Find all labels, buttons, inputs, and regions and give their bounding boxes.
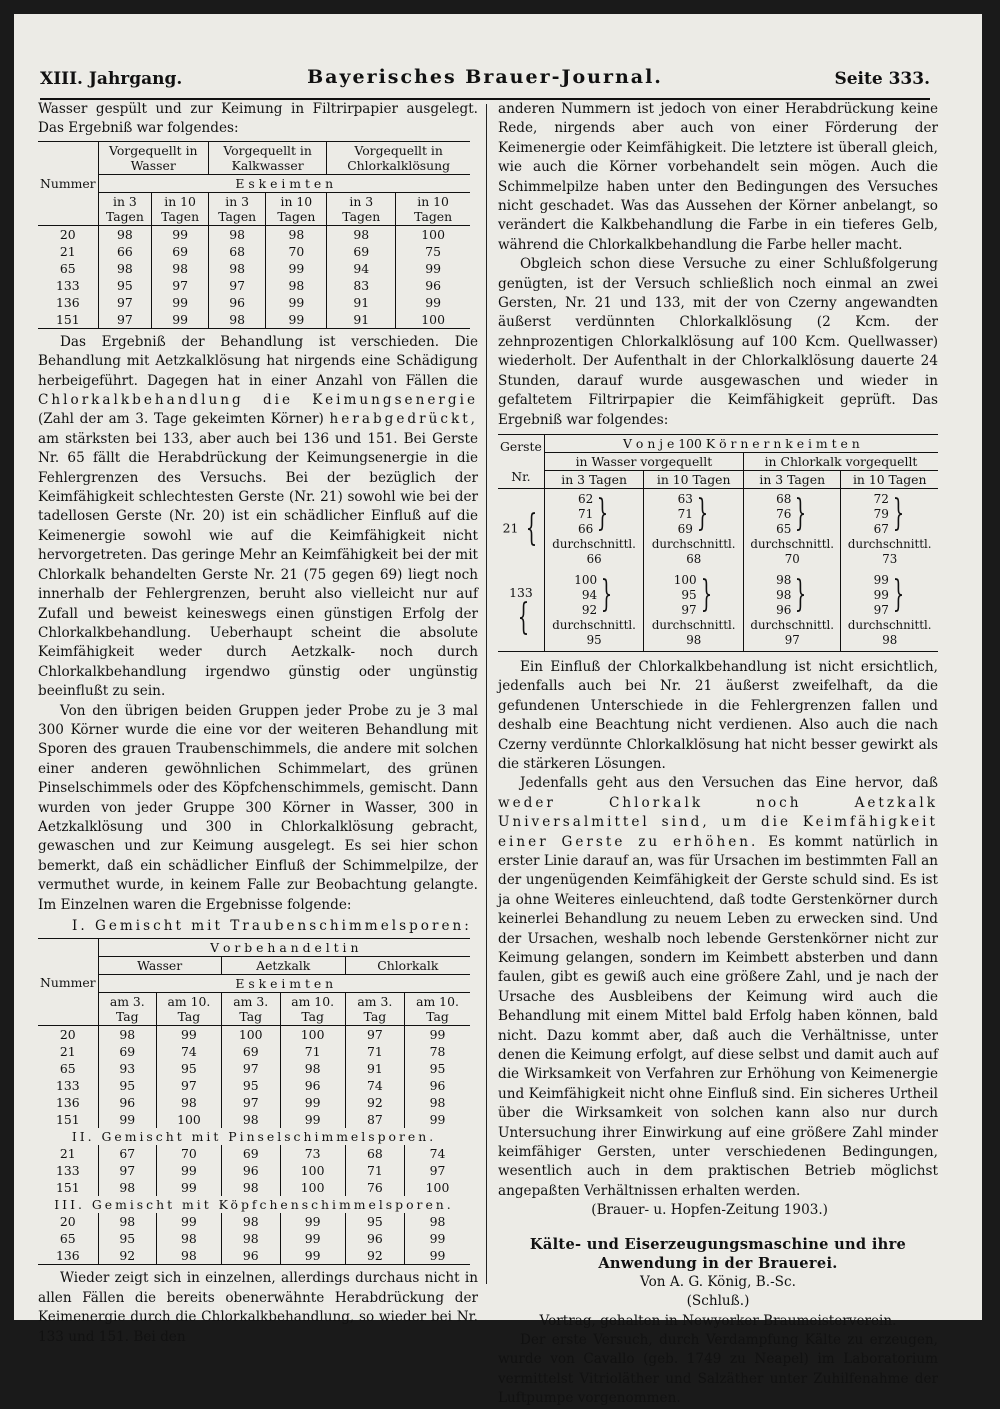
table-cell: 69 xyxy=(221,1043,280,1060)
average-label: durchschnittl. xyxy=(750,536,835,551)
row-number: 21 xyxy=(59,1044,76,1060)
section-heading: I. Gemischt mit Traubenschimmelsporen: xyxy=(72,918,472,934)
table-cell: 99 xyxy=(266,260,327,277)
table-cell: 99 xyxy=(266,311,327,329)
average-value: 68 xyxy=(686,551,702,566)
table-cell: 99 xyxy=(152,225,209,243)
table-cell: 91 xyxy=(345,1060,404,1077)
average-value: 97 xyxy=(784,632,800,647)
table-cell: 98 xyxy=(208,311,265,329)
table-cell: 70 xyxy=(156,1145,221,1162)
trial-value: 100 xyxy=(673,572,697,587)
average-block xyxy=(848,537,932,567)
column-divider xyxy=(486,104,487,1284)
table-cell: 68 xyxy=(345,1145,404,1162)
table-row xyxy=(38,1111,470,1128)
table2-body-2 xyxy=(38,1145,470,1196)
germination-table-1 xyxy=(38,141,470,329)
table-cell: 74 xyxy=(405,1145,471,1162)
average-value: 70 xyxy=(784,551,800,566)
table-cell: 99 xyxy=(156,1026,221,1044)
trial-value: 65 xyxy=(776,521,792,536)
table-row xyxy=(38,1145,470,1162)
table-cell: 98 xyxy=(405,1213,471,1230)
average-block xyxy=(552,618,636,648)
average-label: durchschnittl. xyxy=(552,536,636,551)
table-cell: 98 xyxy=(266,225,327,243)
vorbehandelt-header: V o r b e h a n d e l t i n xyxy=(98,939,470,957)
paragraph: Obgleich schon diese Versuche zu einer Schlußfolgerung genügten, ist der Versuch schließlich noch einmal an zwei Gersten, Nr. 21 und 133, mit der von Czerny angewandten äußerst verdünnten Chlorkalklösung (2 Kcm. der zehnprozentigen Chlorkalklösung auf 100 Kcm. Quellwasser) wiederholt. Der Aufenthalt in der Chlorkalklösung dauerte 24 Stunden, darauf wurde ausgewaschen und wieder in gefaltetem Filtrirpapier die Keimfähigkeit geprüft. Das Ergebniß war folgendes: xyxy=(498,256,938,428)
table-cell: 74 xyxy=(156,1043,221,1060)
table-row xyxy=(38,225,470,243)
row-number: 20 xyxy=(38,225,98,243)
journal-title: Bayerisches Brauer-Journal. xyxy=(307,66,663,88)
table-row xyxy=(38,1162,470,1179)
sub-header: in 10 Tagen xyxy=(644,470,744,488)
group-header: Vorgequellt in Chlorkalklösung xyxy=(327,141,470,174)
trial-value: 79 xyxy=(873,506,889,521)
table-cell xyxy=(644,570,744,652)
average-block xyxy=(750,618,834,648)
table-row xyxy=(38,1230,470,1247)
table-cell: 93 xyxy=(98,1060,156,1077)
table-cell: 71 xyxy=(280,1043,345,1060)
average-label: durchschnittl. xyxy=(651,617,736,632)
sub-header: in 3 Tagen xyxy=(544,470,644,488)
table-row xyxy=(498,570,938,652)
group-header: in Chlorkalk vorgequellt xyxy=(743,452,938,470)
brace-icon: } xyxy=(700,574,712,616)
table-cell: 95 xyxy=(405,1060,471,1077)
table-cell: 76 xyxy=(345,1179,404,1196)
table-cell: 98 xyxy=(280,1060,345,1077)
sub-header: am 10. Tag xyxy=(280,993,345,1026)
table-cell: 100 xyxy=(280,1026,345,1044)
article-title: Kälte- und Eiserzeugungsmaschine und ihre Anwendung in der Brauerei. xyxy=(529,1235,907,1272)
group-header: Vorgequellt in Wasser xyxy=(98,141,208,174)
trial-value: 96 xyxy=(776,602,792,617)
table-cell: 96 xyxy=(405,1077,471,1094)
table-row xyxy=(38,1179,470,1196)
group-header: Chlorkalk xyxy=(345,957,470,975)
paragraph: Wieder zeigt sich in einzelnen, allerdings durchaus nicht in allen Fällen die bereits obenerwähnte Herabdrückung der Keimenergie durch die Chlorkalkbehandlung, so wieder bei Nr. 133 und 151. Bei den xyxy=(38,1270,478,1345)
table-cell: 99 xyxy=(156,1213,221,1230)
table-row xyxy=(38,311,470,329)
brace-icon: { xyxy=(518,596,530,638)
table-cell: 99 xyxy=(280,1230,345,1247)
table-cell: 95 xyxy=(98,1077,156,1094)
table-cell: 98 xyxy=(221,1111,280,1128)
table2-body-3 xyxy=(38,1213,470,1265)
table-cell: 87 xyxy=(345,1111,404,1128)
value-stack xyxy=(574,573,597,618)
row-number: 21 xyxy=(59,243,76,259)
table-cell: 75 xyxy=(396,243,470,260)
brace-icon: } xyxy=(696,493,709,535)
table-cell: 97 xyxy=(152,277,209,294)
group-header: Wasser xyxy=(98,957,221,975)
trial-value: 98 xyxy=(776,572,792,587)
article-subtitle: Vortrag, gehalten in Newyorker Braumeisterverein. xyxy=(539,1312,897,1329)
table-cell: 99 xyxy=(396,260,470,277)
average-value: 98 xyxy=(882,632,898,647)
table-cell: 100 xyxy=(396,225,470,243)
table-cell: 92 xyxy=(98,1247,156,1265)
trial-value: 94 xyxy=(581,587,598,602)
left-column xyxy=(38,100,478,1347)
row-number: 151 xyxy=(55,1180,80,1196)
sub-header: in 10 Tagen xyxy=(841,470,938,488)
table-cell: 98 xyxy=(221,1230,280,1247)
table-cell: 100 xyxy=(405,1179,471,1196)
table-cell: 96 xyxy=(221,1162,280,1179)
table-cell: 100 xyxy=(396,311,470,329)
row-number: 136 xyxy=(55,294,80,310)
table-cell: 92 xyxy=(345,1094,404,1111)
table-cell: 91 xyxy=(327,311,396,329)
value-stack xyxy=(776,492,791,537)
sub-header: am 10. Tag xyxy=(405,993,471,1026)
table2-body-1 xyxy=(38,1026,470,1129)
volume-label: XIII. Jahrgang. xyxy=(40,69,183,89)
row-number: 136 xyxy=(55,1095,80,1111)
table-cell: 100 xyxy=(280,1179,345,1196)
table-cell: 97 xyxy=(345,1026,404,1044)
table-cell: 98 xyxy=(152,260,209,277)
trial-value: 71 xyxy=(677,506,693,521)
table-cell: 69 xyxy=(152,243,209,260)
table-cell: 95 xyxy=(98,1230,156,1247)
table-cell xyxy=(841,570,938,652)
table-cell: 98 xyxy=(405,1094,471,1111)
row-number: 65 xyxy=(59,260,76,276)
value-stack xyxy=(674,573,697,618)
table-cell: 69 xyxy=(327,243,396,260)
table-cell: 99 xyxy=(280,1213,345,1230)
table-cell: 98 xyxy=(98,1179,156,1196)
text-run: am stärksten bei 133, aber auch bei 136 und 151. Bei Gerste Nr. 65 fällt die Herabdrückung der Keimungsenergie in die Fehlergrenzen des Versuchs. Bei der bezüglich der Keimfähigkeit schlechtesten Gerste (Nr. 21) sowohl wie bei der tadellosen Gerste (Nr. 20) ist ein schädlicher Einfluß auf die Keimenergie sowohl wie auf die Keimfähigkeit nicht hervorgetreten. Das geringe Mehr an Keimfähigkeit bei der mit Chlorkalk behandelten Gerste Nr. 21 (75 gegen 69) liegt noch innerhalb der Fehlergrenzen, beruht also vielleicht nur auf Zufall und beweist keineswegs einen günstigen Erfolg der Chlorkalkbehandlung. Ueberhaupt scheint die absolute Keimfähigkeit weder durch Aetzkalk- noch durch Chlorkalkbehandlung irgendwo günstig oder ungünstig beeinflußt zu sein. xyxy=(38,430,478,700)
table-cell: 98 xyxy=(156,1247,221,1265)
page-number: Seite 333. xyxy=(834,69,930,89)
table-cell: 99 xyxy=(405,1230,471,1247)
section-heading: III. Gemischt mit Köpfchenschimmelsporen. xyxy=(54,1197,454,1213)
average-label: durchschnittl. xyxy=(552,617,636,632)
table-cell: 98 xyxy=(221,1179,280,1196)
table-cell: 73 xyxy=(280,1145,345,1162)
value-stack xyxy=(874,492,889,537)
table-row xyxy=(38,277,470,294)
table-row xyxy=(38,1026,470,1044)
trial-value: 67 xyxy=(873,521,889,536)
average-value: 66 xyxy=(586,551,602,566)
table-row xyxy=(38,1043,470,1060)
sub-header: am 10. Tag xyxy=(156,993,221,1026)
sub-header: am 3. Tag xyxy=(345,993,404,1026)
value-stack xyxy=(578,492,593,537)
average-value: 95 xyxy=(586,632,602,647)
table-cell: 95 xyxy=(345,1213,404,1230)
average-block xyxy=(652,537,736,567)
sub-header: in 3 Tagen xyxy=(327,192,396,225)
trial-value: 68 xyxy=(776,491,792,506)
table-cell: 98 xyxy=(221,1213,280,1230)
group-header: Aetzkalk xyxy=(221,957,345,975)
average-label: durchschnittl. xyxy=(847,536,932,551)
table-cell: 99 xyxy=(280,1247,345,1265)
table-cell: 98 xyxy=(208,225,265,243)
table-cell: 92 xyxy=(345,1247,404,1265)
table-cell: 100 xyxy=(156,1111,221,1128)
table-cell: 97 xyxy=(98,1162,156,1179)
table-row xyxy=(38,1060,470,1077)
spaced-text: Chlorkalkbehandlung die Keimungsenergie xyxy=(38,392,478,409)
germination-table-3 xyxy=(498,434,938,652)
table-cell: 99 xyxy=(405,1111,471,1128)
table-cell: 67 xyxy=(98,1145,156,1162)
table-cell: 99 xyxy=(405,1247,471,1265)
table3-body xyxy=(498,488,938,651)
average-block xyxy=(552,537,636,567)
table-cell: 99 xyxy=(152,311,209,329)
table-row xyxy=(38,243,470,260)
average-value: 98 xyxy=(686,632,702,647)
table-cell: 91 xyxy=(327,294,396,311)
table-cell: 74 xyxy=(345,1077,404,1094)
gerste-nr: 133 xyxy=(509,584,533,600)
right-column xyxy=(498,100,938,1409)
germination-table-2 xyxy=(38,938,470,1265)
brace-icon: } xyxy=(600,574,613,616)
table-cell: 99 xyxy=(98,1111,156,1128)
average-block xyxy=(750,537,834,567)
spaced-text: herabgedrückt, xyxy=(329,411,478,428)
row-number: 151 xyxy=(55,311,80,327)
table-cell: 83 xyxy=(327,277,396,294)
table-cell xyxy=(544,488,644,570)
table-cell: 69 xyxy=(221,1145,280,1162)
trial-value: 97 xyxy=(681,602,697,617)
table-row xyxy=(38,1213,470,1230)
table-cell xyxy=(544,570,644,652)
row-number: 65 xyxy=(59,1231,76,1247)
source-citation: (Brauer- u. Hopfen-Zeitung 1903.) xyxy=(591,1202,828,1219)
paragraph: Ein Einfluß der Chlorkalkbehandlung ist nicht ersichtlich, jedenfalls auch bei Nr. 21 äußerst zweifelhaft, da die gefundenen Unterschiede in die Fehlergrenzen fallen und deshalb eine Beachtung nicht verdienen. Also auch die nach Czerny verdünnte Chlorkalklösung hat nicht besser gewirkt als die stärkeren Lösungen. xyxy=(498,658,938,772)
brace-icon: } xyxy=(892,493,905,535)
table-cell: 99 xyxy=(266,294,327,311)
brace-icon: { xyxy=(526,508,538,550)
table-cell: 98 xyxy=(98,1213,156,1230)
gerste-nr: 21 xyxy=(502,520,519,536)
table-row xyxy=(38,260,470,277)
trial-value: 99 xyxy=(873,587,889,602)
value-stack xyxy=(678,492,693,537)
table-cell: 97 xyxy=(156,1077,221,1094)
table-cell: 70 xyxy=(266,243,327,260)
table-cell: 96 xyxy=(208,294,265,311)
table-cell: 69 xyxy=(98,1043,156,1060)
trial-value: 97 xyxy=(873,602,889,617)
table-cell: 98 xyxy=(156,1230,221,1247)
row-number: 133 xyxy=(55,277,80,293)
text-run: Es kommt natürlich in erster Linie darauf an, was für Ursachen im bestimmten Fall an der ungenügenden Keimfähigkeit der Gerste schuld sind. Es ist ja ohne Weiteres einleuchtend, daß todte Gerstenkörner durch keinerlei Behandlung zu neuem Leben zu erwecken sind. Und der Ursachen, weshalb noch lebende Gerstenkörner nicht zur Keimung gelangen, sondern im Keimbett absterben und dann faulen, gibt es gewiß auch eine größere Zahl, und je nach der Ursache des Ausbleibens der Keimung wird auch die Behandlung mit einem Mittel bald Erfolg haben können, bald nicht. Dazu kommt aber, daß auch die Verhältnisse, unter denen die Keimung erfolgt, auf diese selbst und damit auch auf die Wirksamkeit von Verfahren zur Erhöhung von Keimenergie und Keimfähigkeit nicht ohne Einfluß sind. Ein sicheres Urtheil über die Wirksamkeit von solchen kann also nur durch Untersuchung ihrer Einwirkung auf eine größere Zahl minder keimfähiger Gersten, unter verschiedenen Bedingungen, wesentlich auch in dem praktischen Betrieb möglichst angepaßten Verhältnissen erhalten werden. xyxy=(498,833,938,1199)
table-cell: 96 xyxy=(396,277,470,294)
col-header-gerste xyxy=(498,434,544,488)
table-row xyxy=(38,1247,470,1265)
trial-value: 95 xyxy=(681,587,697,602)
table-cell xyxy=(743,488,840,570)
paragraph xyxy=(498,774,938,1201)
row-number: 151 xyxy=(55,1112,80,1128)
col-header-nummer: Nummer xyxy=(38,939,98,1026)
table-cell: 98 xyxy=(98,260,152,277)
table-cell: 96 xyxy=(280,1077,345,1094)
table-cell: 95 xyxy=(156,1060,221,1077)
table-cell: 97 xyxy=(221,1094,280,1111)
trial-value: 71 xyxy=(578,506,594,521)
table-cell: 99 xyxy=(156,1162,221,1179)
table1-body xyxy=(38,225,470,328)
table-cell: 98 xyxy=(266,277,327,294)
nr-label: Nr. xyxy=(511,468,531,484)
es-keimten-header: E s k e i m t e n xyxy=(98,975,470,993)
average-label: durchschnittl. xyxy=(750,617,835,632)
table-cell: 98 xyxy=(327,225,396,243)
value-stack xyxy=(874,573,889,618)
sub-header: am 3. Tag xyxy=(221,993,280,1026)
sub-header: in 10 Tagen xyxy=(152,192,209,225)
group-header: Vorgequellt in Kalkwasser xyxy=(208,141,326,174)
table-cell: 99 xyxy=(280,1094,345,1111)
table-cell: 100 xyxy=(221,1026,280,1044)
article-part: (Schluß.) xyxy=(686,1293,750,1310)
table-cell xyxy=(841,488,938,570)
average-block xyxy=(652,618,736,648)
row-number: 136 xyxy=(55,1248,80,1264)
table-row xyxy=(38,1094,470,1111)
group-header: in Wasser vorgequellt xyxy=(544,452,743,470)
paragraph: Der erste Versuch, durch Verdampfung Kälte zu erzeugen, wurde von Cavallo (geb. 1749 zu Neapel) im Laboratorium vermittelst Vitrioläther und Salzäther unter Zuhilfenahme der Luftpumpe vorgenommen. xyxy=(498,1331,938,1407)
row-number: 65 xyxy=(59,1061,76,1077)
trial-value: 72 xyxy=(873,491,889,506)
table-cell: 96 xyxy=(345,1230,404,1247)
row-number xyxy=(498,488,544,570)
top-header: V o n j e 100 K ö r n e r n k e i m t e n xyxy=(544,434,938,452)
trial-value: 63 xyxy=(677,491,693,506)
trial-value: 62 xyxy=(578,491,594,506)
row-number xyxy=(498,570,544,652)
value-stack xyxy=(776,573,791,618)
average-label: durchschnittl. xyxy=(651,536,736,551)
paragraph: Von den übrigen beiden Gruppen jeder Probe zu je 3 mal 300 Körner wurde die eine vor der weiteren Behandlung mit Sporen des grauen Traubenschimmels, die andere mit solchen einer anderen gewöhnlichen Schimmelart, des grünen Pinselschimmels oder des Köpfchenschimmels, gemischt. Dann wurden von jeder Gruppe 300 Körner in Wasser, 300 in Aetzkalklösung und 300 in Chlorkalklösung gebracht, gewaschen und zur Keimung ausgelegt. Es sei hier schon bemerkt, daß ein schädlicher Einfluß der Schimmelpilze, der vermuthet wurde, in keinem Falle zur Beobachtung gelangte. Im Einzelnen waren die Ergebnisse folgende: xyxy=(38,702,478,913)
text-run: Jedenfalls geht aus den Versuchen das Eine hervor, daß xyxy=(520,775,938,792)
row-number: 20 xyxy=(59,1214,76,1230)
trial-value: 92 xyxy=(581,602,598,617)
table-cell: 98 xyxy=(98,1026,156,1044)
table-cell: 71 xyxy=(345,1043,404,1060)
trial-value: 66 xyxy=(578,521,594,536)
table-row xyxy=(498,488,938,570)
trial-value: 99 xyxy=(873,572,889,587)
table-cell: 98 xyxy=(98,225,152,243)
average-label: durchschnittl. xyxy=(847,617,932,632)
trial-value: 69 xyxy=(677,521,693,536)
col-header-nummer: Nummer xyxy=(38,141,98,225)
table-cell: 97 xyxy=(221,1060,280,1077)
brace-icon: } xyxy=(795,493,807,535)
sub-header: am 3. Tag xyxy=(98,993,156,1026)
sub-header: in 3 Tagen xyxy=(743,470,840,488)
table-cell: 95 xyxy=(221,1077,280,1094)
table-cell: 66 xyxy=(98,243,152,260)
spaced-text: weder Chlorkalk noch Aetzkalk Universalmittel sind, um die Keimfähigkeit einer Gerste zu erhöhen. xyxy=(498,794,938,850)
newspaper-page xyxy=(14,14,982,1407)
table-cell: 97 xyxy=(405,1162,471,1179)
row-number: 20 xyxy=(38,1026,98,1044)
section-heading: II. Gemischt mit Pinselschimmelsporen. xyxy=(71,1129,437,1145)
average-value: 73 xyxy=(882,551,898,566)
sub-header: in 3 Tagen xyxy=(208,192,265,225)
sub-header: in 10 Tagen xyxy=(266,192,327,225)
table-row xyxy=(38,294,470,311)
average-block xyxy=(848,618,932,648)
table-cell xyxy=(743,570,840,652)
table-cell: 97 xyxy=(98,294,152,311)
trial-value: 100 xyxy=(574,572,598,587)
article-author: Von A. G. König, B.-Sc. xyxy=(640,1273,796,1290)
table-cell: 98 xyxy=(156,1094,221,1111)
brace-icon: } xyxy=(892,574,905,616)
table-cell: 68 xyxy=(208,243,265,260)
sub-header: in 10 Tagen xyxy=(396,192,470,225)
page-header xyxy=(40,64,930,98)
table-row xyxy=(38,1077,470,1094)
table-cell: 99 xyxy=(152,294,209,311)
text-run: Das Ergebniß der Behandlung ist verschieden. Die Behandlung mit Aetzkalklösung hat nirgends eine Schädigung herbeigeführt. Dagegen hat in einer Anzahl von Fällen die xyxy=(38,333,478,389)
table-cell: 98 xyxy=(208,260,265,277)
paragraph: Wasser gespült und zur Keimung in Filtrirpapier ausgelegt. Das Ergebniß war folgendes: xyxy=(38,101,478,137)
sub-header: in 3 Tagen xyxy=(98,192,152,225)
gerste-label: Gerste xyxy=(500,438,542,454)
table-cell: 94 xyxy=(327,260,396,277)
table-cell: 99 xyxy=(405,1026,471,1044)
paragraph xyxy=(38,333,478,702)
paragraph: anderen Nummern ist jedoch von einer Herabdrückung keine Rede, nirgends aber auch von einer Förderung der Keimenergie oder Keimfähigkeit. Die letztere ist überall gleich, wie auch die Körner vorbehandelt sein mögen. Auch die Schimmelpilze haben unter den Bedingungen des Versuches nicht geschadet. Was das Aussehen der Körner anbelangt, so verändert die Kalkbehandlung die Farbe in ein tieferes Gelb, während die Chlorkalkbehandlung die Farbe heller macht. xyxy=(498,101,938,253)
table-cell: 100 xyxy=(280,1162,345,1179)
table-cell: 97 xyxy=(98,311,152,329)
trial-value: 98 xyxy=(776,587,792,602)
row-number: 21 xyxy=(59,1146,76,1162)
table-cell: 95 xyxy=(98,277,152,294)
es-keimten-header: E s k e i m t e n xyxy=(98,174,470,192)
brace-icon: } xyxy=(795,574,807,616)
row-number: 133 xyxy=(55,1163,80,1179)
table-cell: 78 xyxy=(405,1043,471,1060)
table-cell: 96 xyxy=(221,1247,280,1265)
table-cell: 97 xyxy=(208,277,265,294)
trial-value: 76 xyxy=(776,506,792,521)
row-number: 133 xyxy=(55,1078,80,1094)
brace-icon: } xyxy=(597,493,609,535)
table-cell: 99 xyxy=(156,1179,221,1196)
text-run: (Zahl der am 3. Tage gekeimten Körner) xyxy=(38,411,324,428)
table-cell: 99 xyxy=(280,1111,345,1128)
table-cell: 99 xyxy=(396,294,470,311)
table-cell: 96 xyxy=(98,1094,156,1111)
table-cell xyxy=(644,488,744,570)
table-cell: 71 xyxy=(345,1162,404,1179)
